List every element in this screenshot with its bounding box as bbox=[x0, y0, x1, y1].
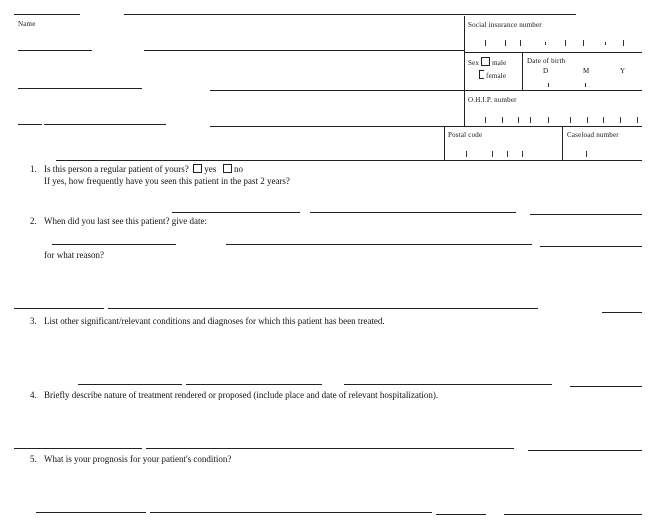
question-number: 2. bbox=[30, 216, 37, 226]
sin-label: Social insurance number bbox=[468, 21, 542, 29]
postal-code-label: Postal code bbox=[448, 131, 483, 139]
address-line[interactable] bbox=[18, 88, 142, 89]
question-text: Is this person a regular patient of yours? bbox=[44, 164, 189, 174]
box-border bbox=[444, 126, 642, 127]
box-border bbox=[444, 126, 445, 161]
rule bbox=[124, 14, 576, 15]
answer-line[interactable] bbox=[436, 514, 486, 515]
box-border bbox=[562, 126, 563, 161]
question-text: When did you last see this patient? give date: bbox=[44, 216, 207, 226]
ohip-label: O.H.I.P. number bbox=[468, 96, 517, 104]
answer-line[interactable] bbox=[530, 214, 642, 215]
header-bottom-rule bbox=[56, 160, 642, 161]
question-1 bbox=[30, 164, 243, 174]
answer-line[interactable] bbox=[540, 246, 642, 247]
caseload-number-field[interactable] bbox=[586, 151, 587, 157]
answer-line[interactable] bbox=[108, 308, 538, 309]
female-option bbox=[479, 70, 506, 80]
box-border bbox=[522, 52, 523, 90]
answer-line[interactable] bbox=[14, 448, 142, 449]
answer-line[interactable] bbox=[52, 244, 176, 245]
answer-line[interactable] bbox=[528, 450, 642, 451]
question-number: 1. bbox=[30, 164, 37, 174]
address-line[interactable] bbox=[44, 124, 166, 125]
yes-label: yes bbox=[204, 164, 217, 174]
answer-line[interactable] bbox=[570, 386, 642, 387]
answer-line[interactable] bbox=[36, 512, 146, 513]
answer-line[interactable] bbox=[310, 212, 516, 213]
answer-line[interactable] bbox=[226, 244, 532, 245]
answer-line[interactable] bbox=[146, 448, 514, 449]
female-label: female bbox=[486, 72, 507, 80]
answer-line[interactable] bbox=[172, 212, 300, 213]
female-checkbox[interactable] bbox=[479, 70, 484, 79]
address-line[interactable] bbox=[210, 126, 444, 127]
address-line[interactable] bbox=[18, 124, 42, 125]
dob-month-label: M bbox=[583, 67, 590, 75]
question-text: What is your prognosis for your patient's condition? bbox=[44, 454, 232, 464]
name-line[interactable] bbox=[144, 50, 464, 51]
box-border bbox=[464, 52, 642, 53]
question-3 bbox=[30, 316, 385, 326]
name-line[interactable] bbox=[18, 50, 92, 51]
box-border bbox=[464, 16, 465, 127]
rule bbox=[14, 14, 80, 15]
question-number: 5. bbox=[30, 454, 37, 464]
no-label: no bbox=[233, 164, 243, 174]
dob-year-label: Y bbox=[620, 67, 626, 75]
dob-day-label: D bbox=[543, 67, 549, 75]
answer-line[interactable] bbox=[504, 514, 642, 515]
question-number: 3. bbox=[30, 316, 37, 326]
question-text: List other significant/relevant conditions and diagnoses for which this patient has been treated. bbox=[44, 316, 385, 326]
answer-line[interactable] bbox=[602, 312, 642, 313]
question-2 bbox=[30, 216, 207, 226]
dob-label: Date of birth bbox=[527, 57, 566, 65]
question-5 bbox=[30, 454, 231, 464]
question-1-followup: If yes, how frequently have you seen this patient in the past 2 years? bbox=[44, 176, 290, 186]
sex-label-text: Sex bbox=[468, 59, 480, 67]
question-4 bbox=[30, 390, 438, 400]
yes-checkbox[interactable] bbox=[193, 164, 202, 173]
question-text: Briefly describe nature of treatment rendered or proposed (include place and date of relevant hospitalization). bbox=[44, 390, 439, 400]
answer-line[interactable] bbox=[150, 512, 432, 513]
answer-line[interactable] bbox=[186, 384, 322, 385]
male-label: male bbox=[492, 59, 507, 67]
name-label: Name bbox=[18, 20, 36, 28]
address-line[interactable] bbox=[210, 90, 466, 91]
sex-label bbox=[468, 57, 506, 67]
answer-line[interactable] bbox=[14, 308, 104, 309]
answer-line[interactable] bbox=[344, 384, 552, 385]
answer-line[interactable] bbox=[78, 384, 182, 385]
male-checkbox[interactable] bbox=[481, 57, 490, 66]
caseload-number-label: Caseload number bbox=[567, 131, 619, 139]
no-checkbox[interactable] bbox=[223, 164, 232, 173]
question-2-followup: for what reason? bbox=[44, 250, 104, 260]
box-border bbox=[464, 90, 642, 91]
question-number: 4. bbox=[30, 390, 37, 400]
